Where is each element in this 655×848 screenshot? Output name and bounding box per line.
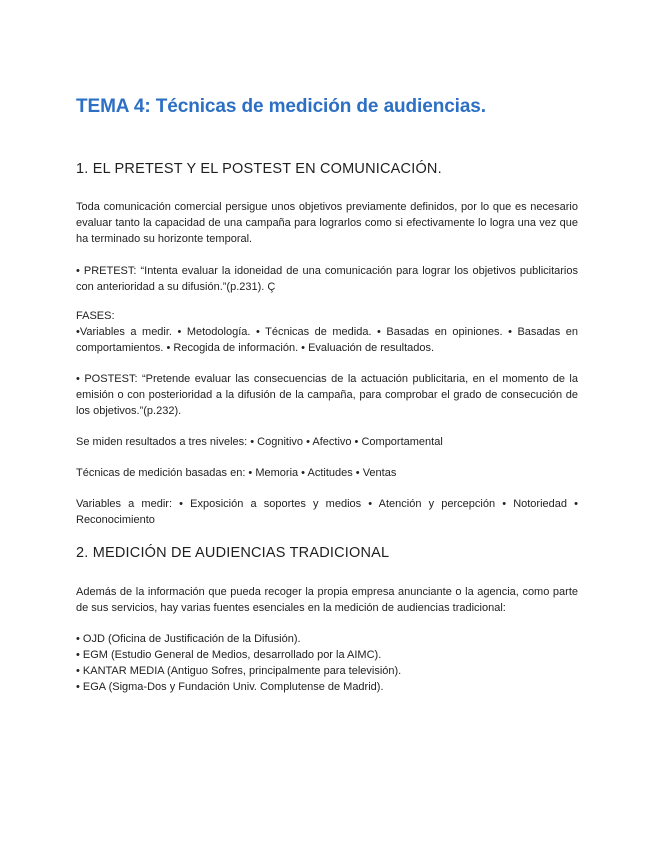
fases-label: FASES: [76, 310, 115, 322]
niveles-paragraph: Se miden resultados a tres niveles: • Cognitivo • Afectivo • Comportamental [76, 436, 443, 448]
section-1-heading: 1. EL PRETEST Y EL POSTEST EN COMUNICACIÓN. [76, 161, 442, 177]
document-title: TEMA 4: Técnicas de medición de audiencias. [76, 96, 486, 117]
tecnicas-paragraph: Técnicas de medición basadas en: • Memoria • Actitudes • Ventas [76, 467, 397, 479]
postest-paragraph: • POSTEST: “Pretende evaluar las consecuencias de la actuación publicitaria, en el momento de la emisión o con posterioridad a la difusión de la campaña, para comprobar el grado de consecución de los objetivos.”(p.232). [76, 373, 578, 417]
list-item: • EGM (Estudio General de Medios, desarrollado por la AIMC). [76, 649, 382, 661]
list-item: • KANTAR MEDIA (Antiguo Sofres, principalmente para televisión). [76, 665, 402, 677]
fases-paragraph: •Variables a medir. • Metodología. • Técnicas de medida. • Basadas en opiniones. • Basadas en comportamientos. • Recogida de información. • Evaluación de resultados. [76, 326, 578, 354]
list-item: • EGA (Sigma-Dos y Fundación Univ. Complutense de Madrid). [76, 681, 384, 693]
section-2-intro-paragraph: Además de la información que pueda recoger la propia empresa anunciante o la agencia, como parte de sus servicios, hay varias fuentes esenciales en la medición de audiencias tradicional: [76, 586, 578, 614]
pretest-paragraph: • PRETEST: “Intenta evaluar la idoneidad de una comunicación para lograr los objetivos publicitarios con anterioridad a su difusión.”(p.231). Ç [76, 265, 578, 293]
sources-list [76, 631, 578, 695]
section-1-intro-paragraph: Toda comunicación comercial persigue unos objetivos previamente definidos, por lo que es necesario evaluar tanto la capacidad de una campaña para lograrlos como si efectivamente lo logra una vez que ha terminado su horizonte temporal. [76, 201, 578, 245]
section-2-heading: 2. MEDICIÓN DE AUDIENCIAS TRADICIONAL [76, 545, 390, 561]
list-item: • OJD (Oficina de Justificación de la Difusión). [76, 633, 301, 645]
variables-paragraph: Variables a medir: • Exposición a soportes y medios • Atención y percepción • Notoriedad • Reconocimiento [76, 498, 578, 526]
